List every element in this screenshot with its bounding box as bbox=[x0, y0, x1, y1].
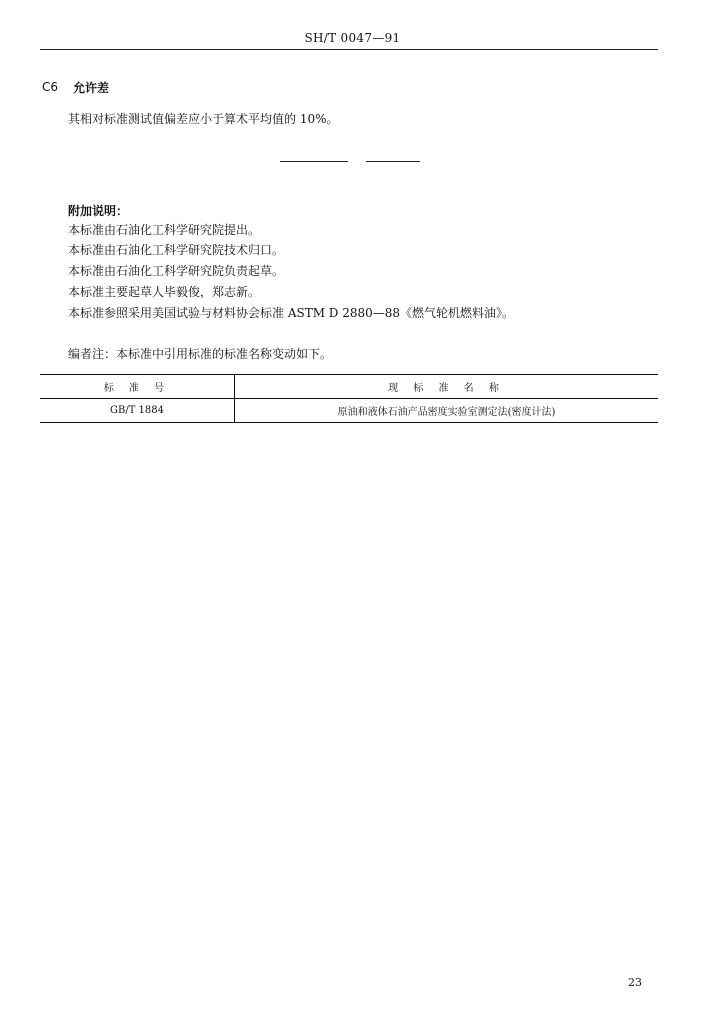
standard-reference-table bbox=[40, 374, 658, 423]
table-row bbox=[40, 399, 658, 423]
appendix-line: 本标准参照采用美国试验与材料协会标准 ASTM D 2880—88《燃气轮机燃料油》。 bbox=[68, 306, 515, 320]
appendix-line: 本标准由石油化工科学研究院技术归口。 bbox=[68, 243, 285, 257]
section-number: C6 bbox=[42, 80, 59, 94]
appendix-title: 附加说明： bbox=[68, 204, 129, 218]
column-header-standard-number: 标 准 号 bbox=[40, 375, 235, 399]
section-text: 其相对标准测试值偏差应小于算术平均值的 10%。 bbox=[68, 112, 339, 126]
section-title: 允许差 bbox=[73, 81, 110, 95]
standard-code-header: SH/T 0047—91 bbox=[304, 31, 401, 45]
appendix-line: 本标准主要起草人毕毅俊，郑志新。 bbox=[68, 285, 261, 299]
end-rule-right bbox=[366, 161, 420, 162]
appendix-line: 本标准由石油化工科学研究院提出。 bbox=[68, 223, 261, 237]
column-header-standard-name: 现 标 准 名 称 bbox=[235, 375, 659, 399]
editor-note: 编者注：本标准中引用标准的标准名称变动如下。 bbox=[68, 347, 333, 361]
cell-standard-number: GB/T 1884 bbox=[40, 399, 235, 423]
appendix-line: 本标准由石油化工科学研究院负责起草。 bbox=[68, 264, 285, 278]
cell-standard-name: 原油和液体石油产品密度实验室测定法(密度计法) bbox=[235, 399, 659, 423]
end-rule-left bbox=[280, 161, 348, 162]
header-rule bbox=[40, 49, 658, 50]
page-number: 23 bbox=[628, 976, 642, 989]
table-header-row bbox=[40, 375, 658, 399]
